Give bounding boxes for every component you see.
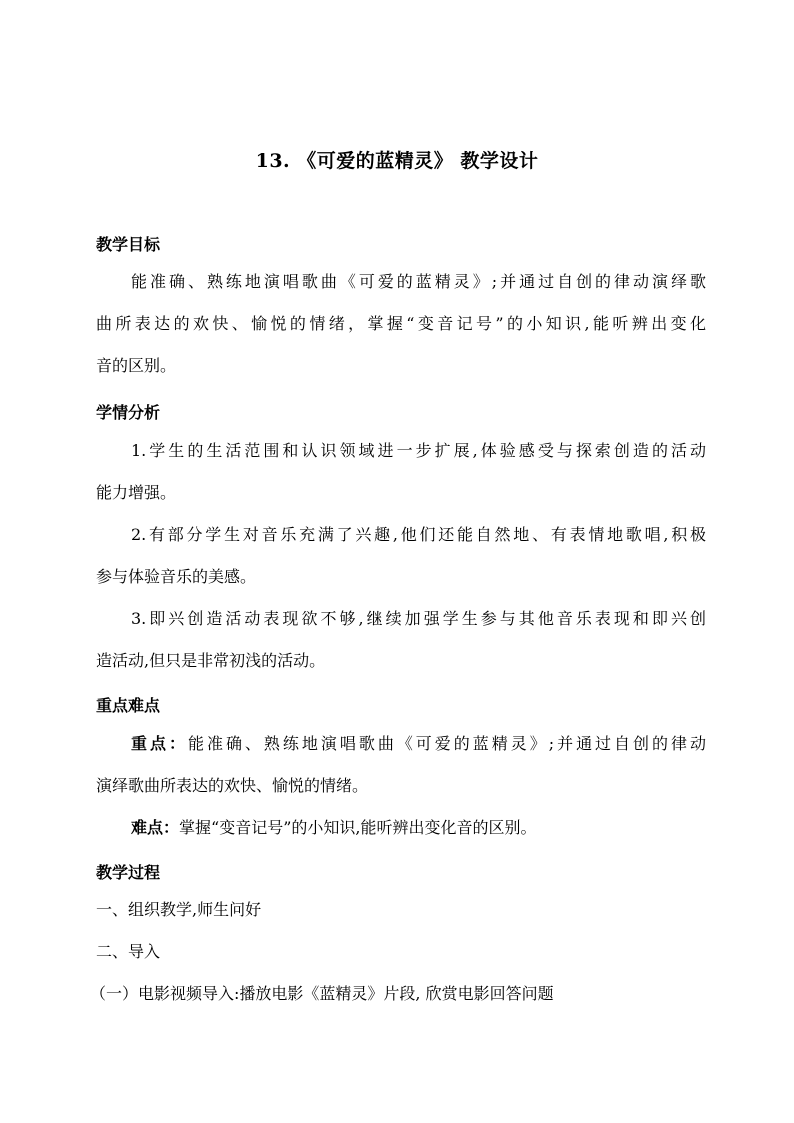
heading-teaching-goals: 教学目标 bbox=[96, 235, 161, 254]
analysis-p2-line-2: 参与体验音乐的美感。 bbox=[96, 567, 257, 586]
process-step-1: 一、组织教学,师生问好 bbox=[96, 900, 262, 919]
analysis-p2-line-1: 2.有部分学生对音乐充满了兴趣,他们还能自然地、有表情地歌唱,积极 bbox=[131, 525, 706, 544]
difficult-point-text: 掌握“变音记号”的小知识,能听辨出变化音的区别。 bbox=[179, 818, 537, 837]
goals-line-2: 曲所表达的欢快、愉悦的情绪，掌握“变音记号”的小知识,能听辨出变化 bbox=[96, 314, 706, 333]
goals-line-3: 音的区别。 bbox=[96, 356, 177, 375]
key-point-line-1 bbox=[131, 734, 706, 754]
process-step-2: 二、导入 bbox=[96, 942, 161, 961]
process-step-2-sub-1: （一）电影视频导入:播放电影《蓝精灵》片段, 欣赏电影回答问题 bbox=[90, 984, 554, 1003]
key-point-label: 重点： bbox=[131, 734, 188, 753]
document-title: 13. 《可爱的蓝精灵》 教学设计 bbox=[255, 150, 539, 172]
analysis-p3-line-2: 造活动,但只是非常初浅的活动。 bbox=[96, 651, 326, 670]
analysis-p1-line-1: 1.学生的生活范围和认识领域进一步扩展,体验感受与探索创造的活动 bbox=[131, 441, 706, 460]
heading-student-analysis: 学情分析 bbox=[96, 403, 161, 422]
key-point-text: 能准确、熟练地演唱歌曲《可爱的蓝精灵》;并通过自创的律动 bbox=[187, 734, 706, 753]
analysis-p1-line-2: 能力增强。 bbox=[96, 483, 177, 502]
difficult-point-line bbox=[131, 818, 741, 838]
heading-teaching-process: 教学过程 bbox=[96, 863, 161, 882]
heading-key-difficult-points: 重点难点 bbox=[96, 696, 161, 715]
key-point-line-2: 演绎歌曲所表达的欢快、愉悦的情绪。 bbox=[96, 776, 369, 795]
difficult-point-label: 难点： bbox=[131, 818, 180, 837]
analysis-p3-line-1: 3.即兴创造活动表现欲不够,继续加强学生参与其他音乐表现和即兴创 bbox=[131, 609, 706, 628]
goals-line-1: 能准确、熟练地演唱歌曲《可爱的蓝精灵》;并通过自创的律动演绎歌 bbox=[131, 272, 706, 291]
